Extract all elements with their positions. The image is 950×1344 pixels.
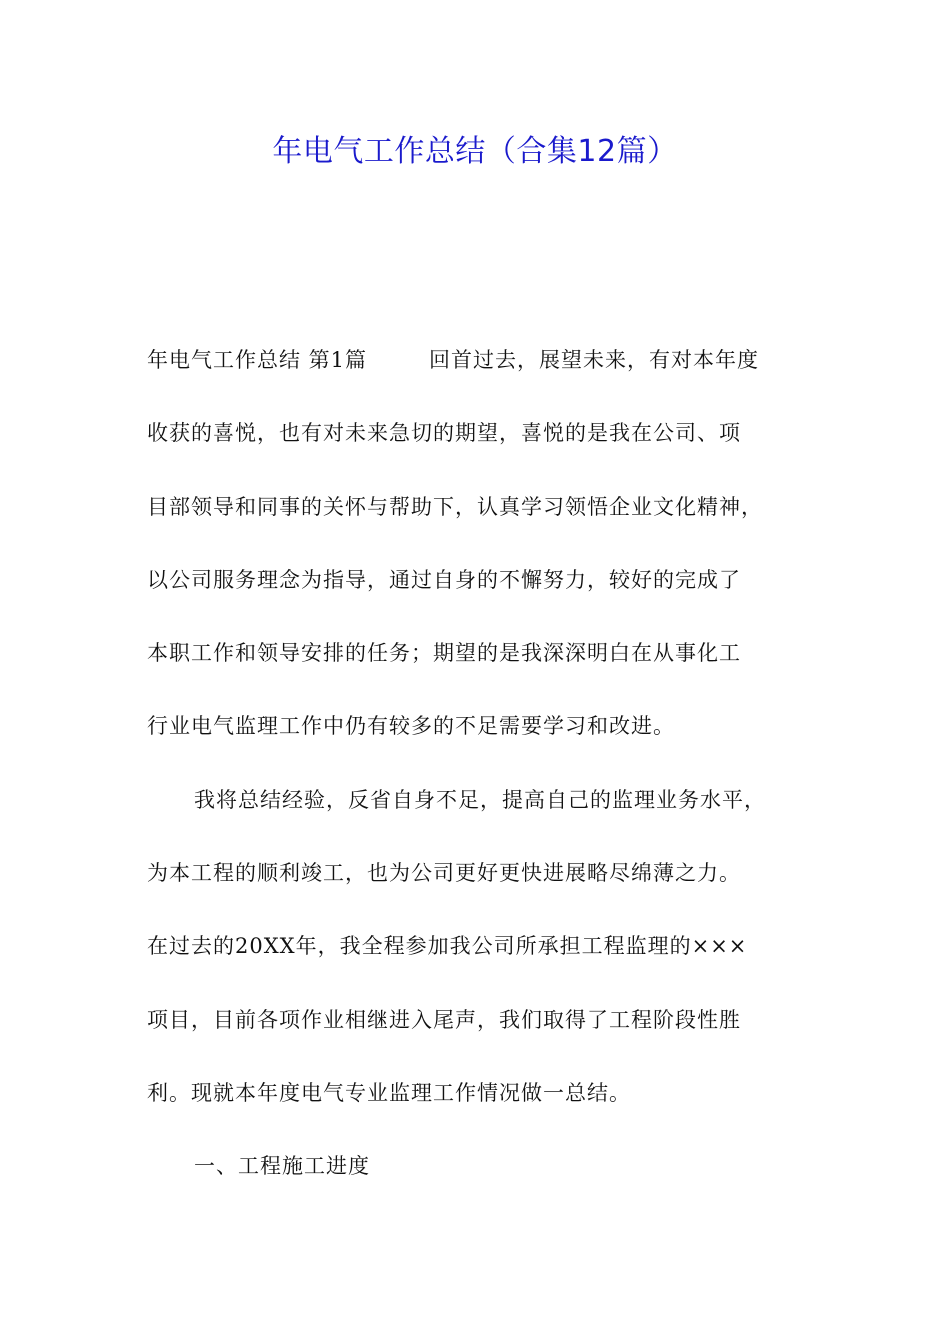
section-heading: 年电气工作总结 第1篇 (147, 348, 368, 372)
text-line-2: 收获的喜悦，也有对未来急切的期望，喜悦的是我在公司、项 (147, 421, 741, 446)
text-line-11: 利。现就本年度电气专业监理工作情况做一总结。 (147, 1080, 631, 1105)
text-line-5: 本职工作和领导安排的任务；期望的是我深深明白在从事化工 (147, 641, 741, 666)
text-line-3: 目部领导和同事的关怀与帮助下，认真学习领悟企业文化精神， (147, 494, 763, 519)
text-line-7: 我将总结经验，反省自身不足，提高自己的监理业务水平， (194, 787, 766, 812)
subheading-line: 一、工程施工进度 (194, 1154, 370, 1179)
document-body (147, 336, 837, 1216)
paragraph-start: 回首过去，展望未来，有对本年度 (429, 348, 760, 372)
text-line-6: 行业电气监理工作中仍有较多的不足需要学习和改进。 (147, 714, 675, 739)
text-line-1 (147, 336, 837, 384)
document-title: 年电气工作总结（合集12篇） (272, 134, 678, 169)
text-line-4: 以公司服务理念为指导，通过自身的不懈努力，较好的完成了 (147, 567, 741, 592)
text-line-8: 为本工程的顺利竣工，也为公司更好更快进展略尽绵薄之力。 (147, 861, 741, 886)
text-line-10: 项目，目前各项作业相继进入尾声，我们取得了工程阶段性胜 (147, 1007, 741, 1032)
text-line-9: 在过去的20XX年，我全程参加我公司所承担工程监理的××× (147, 934, 748, 959)
